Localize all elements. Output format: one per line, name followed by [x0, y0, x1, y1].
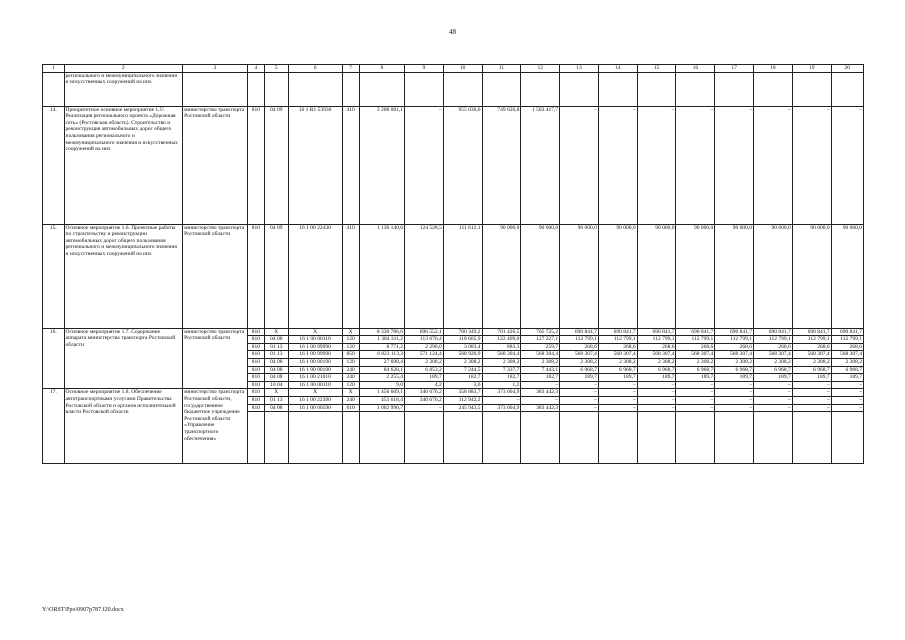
amount-cell: 7 443,1	[521, 366, 560, 374]
row-number-cell	[43, 72, 65, 106]
column-number: 2	[64, 65, 183, 73]
executor-cell: министерство транспорта Ростовской области	[183, 328, 248, 389]
amount-cell: 568 307,4	[831, 351, 863, 359]
code-cell: 16 1 00 22390	[288, 396, 342, 404]
amount-cell: 6 968,7	[598, 366, 637, 374]
code-cell: 810	[247, 106, 264, 224]
amount-cell: 1 503 417,7	[521, 106, 560, 224]
amount-cell: 568 920,9	[443, 351, 482, 359]
column-number: 14	[598, 65, 637, 73]
amount-cell: –	[482, 396, 521, 404]
amount-cell: 90 000,0	[676, 224, 715, 328]
amount-cell: 189,7	[404, 374, 443, 382]
amount-cell: –	[637, 381, 676, 389]
empty-cell	[754, 412, 793, 464]
amount-cell: 2 308,2	[754, 358, 793, 366]
column-number: 6	[288, 65, 342, 73]
column-number-row	[43, 65, 864, 73]
amount-cell: –	[637, 396, 676, 404]
amount-cell: 189,7	[792, 374, 831, 382]
amount-cell: –	[637, 106, 676, 224]
amount-cell: 568 304,4	[521, 351, 560, 359]
measure-row	[43, 106, 864, 224]
amount-cell: 6 968,7	[715, 366, 754, 374]
amount-cell: –	[792, 106, 831, 224]
code-cell: 240	[342, 366, 359, 374]
amount-cell: –	[676, 389, 715, 397]
amount-cell: –	[831, 404, 863, 412]
amount-cell: –	[637, 404, 676, 412]
amount-cell: 182,7	[482, 374, 521, 382]
amount-cell: –	[831, 106, 863, 224]
code-cell: X	[342, 328, 359, 336]
amount-cell: –	[754, 404, 793, 412]
code-cell: 810	[247, 404, 264, 412]
amount-cell: 6 968,7	[676, 366, 715, 374]
amount-cell: –	[676, 381, 715, 389]
code-cell: 810	[247, 351, 264, 359]
amount-cell: 1 384 311,2	[359, 336, 404, 344]
amount-cell: 883,3	[482, 343, 521, 351]
code-cell: 01 13	[264, 396, 288, 404]
amount-cell: 90 000,0	[831, 224, 863, 328]
code-cell: 04 08	[264, 366, 288, 374]
measure-title: Основное мероприятие 1.8. Обеспечение автотранспортными услугами Правительства Ростовской области и органов исполнительной власти Ростовской области	[64, 389, 183, 464]
empty-cell	[288, 412, 342, 464]
amount-cell: 705 725,2	[521, 328, 560, 336]
amount-cell: 124 528,5	[404, 224, 443, 328]
amount-cell: 268,6	[831, 343, 863, 351]
code-cell: 16 1 00 99990	[288, 343, 342, 351]
code-cell: 04 08	[264, 358, 288, 366]
amount-cell: –	[792, 404, 831, 412]
amount-cell: 4,2	[404, 381, 443, 389]
column-number: 5	[264, 65, 288, 73]
column-number: 16	[676, 65, 715, 73]
code-cell: 810	[247, 224, 264, 328]
empty-cell	[715, 412, 754, 464]
amount-cell: –	[831, 389, 863, 397]
code-cell: 01 13	[264, 343, 288, 351]
amount-cell: 112 799,1	[676, 336, 715, 344]
code-cell: X	[342, 389, 359, 397]
amount-cell: –	[560, 106, 599, 224]
amount-cell: 1 456 609,1	[359, 389, 404, 397]
amount-cell: 568 307,4	[792, 351, 831, 359]
empty-cell	[443, 412, 482, 464]
column-number: 9	[404, 65, 443, 73]
column-number: 8	[359, 65, 404, 73]
column-number: 19	[792, 65, 831, 73]
amount-cell: –	[560, 404, 599, 412]
executor-cell: министерство транспорта Ростовской области	[183, 106, 248, 224]
amount-cell: 2 308,2	[404, 358, 443, 366]
amount-cell: –	[560, 396, 599, 404]
amount-cell: 568 307,4	[715, 351, 754, 359]
amount-cell: 383 442,3	[521, 389, 560, 397]
code-cell: 16 1 00 00590	[288, 404, 342, 412]
amount-cell: 268,6	[560, 343, 599, 351]
amount-cell: –	[831, 381, 863, 389]
code-cell: X	[264, 328, 288, 336]
amount-cell: 113 676,4	[404, 336, 443, 344]
amount-cell: 568 304,4	[482, 351, 521, 359]
code-cell: 850	[342, 351, 359, 359]
code-cell: 04 09	[264, 106, 288, 224]
executor-cell: министерство транспорта Ростовской области	[183, 224, 248, 328]
code-cell: 16 1 00 21010	[288, 374, 342, 382]
amount-cell: 189,7	[831, 374, 863, 382]
code-cell: 120	[342, 343, 359, 351]
code-cell: 16 1 00 00190	[288, 366, 342, 374]
amount-cell: 112 799,1	[637, 336, 676, 344]
empty-cell	[831, 412, 863, 464]
amount-cell: 568 307,4	[560, 351, 599, 359]
amount-cell: 189,7	[676, 374, 715, 382]
amount-cell: –	[715, 106, 754, 224]
amount-cell: 3 083,4	[443, 343, 482, 351]
page-number: 48	[449, 28, 456, 36]
amount-cell: 112 799,1	[831, 336, 863, 344]
amount-cell: –	[792, 396, 831, 404]
executor-cell	[183, 72, 248, 106]
amount-cell: 8 330 786,6	[359, 328, 404, 336]
amount-cell: –	[598, 381, 637, 389]
column-number: 3	[183, 65, 248, 73]
column-number: 20	[831, 65, 863, 73]
code-cell: 16 1 00 99990	[288, 351, 342, 359]
column-number: 13	[560, 65, 599, 73]
code-cell: 04 09	[264, 224, 288, 328]
row-number-cell: 14.	[43, 106, 65, 224]
amount-cell: 696 552,1	[404, 328, 443, 336]
amount-cell: 9,0	[359, 381, 404, 389]
amount-cell: 701 426,5	[482, 328, 521, 336]
amount-cell: 690 841,7	[754, 328, 793, 336]
amount-cell: 749 626,8	[482, 106, 521, 224]
amount-cell: 1,2	[482, 381, 521, 389]
amount-cell: 90 000,0	[792, 224, 831, 328]
empty-cell	[482, 412, 521, 464]
code-cell: 410	[342, 106, 359, 224]
row-number-cell: 16.	[43, 328, 65, 389]
empty-cell	[560, 412, 599, 464]
continuation-row	[43, 72, 864, 106]
amount-cell: –	[792, 389, 831, 397]
amount-cell: –	[715, 396, 754, 404]
code-cell: 04 08	[264, 336, 288, 344]
amount-cell: –	[560, 389, 599, 397]
amount-cell: 189,7	[560, 374, 599, 382]
amount-cell: 690 841,7	[792, 328, 831, 336]
amount-cell: 90 000,0	[521, 224, 560, 328]
amount-cell: 189,7	[637, 374, 676, 382]
amount-cell: 84 628,1	[359, 366, 404, 374]
code-cell: 10 04	[264, 381, 288, 389]
amount-cell: 690 841,7	[676, 328, 715, 336]
code-cell: 120	[342, 381, 359, 389]
column-number: 10	[443, 65, 482, 73]
amount-cell: 2 308,2	[598, 358, 637, 366]
budget-table	[42, 64, 864, 464]
amount-cell: 112 799,1	[754, 336, 793, 344]
executor-cell: министерство транспорта Ростовской области, государственное бюджетное учреждение Ростовской области «Управление транспортного обеспечения»	[183, 389, 248, 464]
code-cell: 610	[342, 404, 359, 412]
amount-cell: 571 124,4	[404, 351, 443, 359]
measure-title: Основное мероприятие 1.6. Проектные работы по строительству и реконструкции автомобильных дорог общего пользования регионального и межмуниципального значения и искусственных сооружений на них	[64, 224, 183, 328]
amount-cell: 2 308,2	[482, 358, 521, 366]
code-cell: X	[288, 328, 342, 336]
amount-cell: 182,7	[443, 374, 482, 382]
amount-cell: –	[521, 396, 560, 404]
amount-cell: 268,6	[754, 343, 793, 351]
amount-cell: 111 612,1	[443, 224, 482, 328]
amount-cell: –	[831, 396, 863, 404]
code-cell: 810	[247, 366, 264, 374]
column-number: 1	[43, 65, 65, 73]
amount-cell: –	[676, 404, 715, 412]
amount-cell: 700 349,2	[443, 328, 482, 336]
amount-cell: 182,7	[521, 374, 560, 382]
amount-cell: 1 002 990,7	[359, 404, 404, 412]
code-cell: 240	[342, 396, 359, 404]
amount-cell: 2 308,2	[443, 358, 482, 366]
amount-cell: –	[598, 106, 637, 224]
code-cell: 810	[247, 396, 264, 404]
amount-cell: 112 942,2	[443, 396, 482, 404]
column-number: 18	[754, 65, 793, 73]
amount-cell: 2 308,2	[715, 358, 754, 366]
amount-cell: 189,7	[715, 374, 754, 382]
amount-cell: 690 841,7	[560, 328, 599, 336]
amount-cell: 383 442,3	[521, 404, 560, 412]
amount-cell: 112 799,1	[792, 336, 831, 344]
amount-cell: 568 307,4	[598, 351, 637, 359]
amount-cell: 118 605,9	[443, 336, 482, 344]
amount-cell: 90 000,0	[598, 224, 637, 328]
amount-cell: –	[560, 381, 599, 389]
amount-cell: 90 000,0	[715, 224, 754, 328]
measure-title: Основное мероприятие 1.7. Содержание аппарата министерства транспорта Ростовской области	[64, 328, 183, 389]
measure-row	[43, 389, 864, 397]
amount-cell: –	[676, 106, 715, 224]
empty-cell	[359, 412, 404, 464]
amount-cell: 189,7	[598, 374, 637, 382]
amount-cell: 268,6	[715, 343, 754, 351]
row-number-cell: 17.	[43, 389, 65, 464]
amount-cell: 2 296,0	[404, 343, 443, 351]
amount-cell: 690 841,7	[831, 328, 863, 336]
amount-cell: 268,6	[792, 343, 831, 351]
amount-cell: 2 308,2	[521, 358, 560, 366]
amount-cell: –	[521, 381, 560, 389]
amount-cell: 568 307,4	[754, 351, 793, 359]
amount-cell: 340 676,2	[404, 396, 443, 404]
code-cell: 04 08	[264, 374, 288, 382]
column-number: 7	[342, 65, 359, 73]
code-cell: X	[288, 389, 342, 397]
code-cell: 120	[342, 336, 359, 344]
amount-cell: 90 000,0	[482, 224, 521, 328]
column-number: 11	[482, 65, 521, 73]
amount-cell: 268,6	[637, 343, 676, 351]
amount-cell: 2 308,2	[792, 358, 831, 366]
amount-cell: 268,6	[676, 343, 715, 351]
code-cell: 810	[247, 389, 264, 397]
file-path-footer: Y:\ORST\Ppo\0907p787.f20.docx	[42, 607, 124, 613]
amount-cell: –	[754, 396, 793, 404]
empty-cell	[676, 412, 715, 464]
amount-cell: –	[676, 396, 715, 404]
amount-cell: 6 968,7	[560, 366, 599, 374]
empty-cell	[404, 412, 443, 464]
measure-title: регионального и межмуниципального значения и искусственных сооружений на них	[64, 72, 183, 106]
amount-cell: 1 136 140,6	[359, 224, 404, 328]
amount-cell: 690 841,7	[715, 328, 754, 336]
amount-cell: 189,7	[754, 374, 793, 382]
amount-cell: 6 968,7	[637, 366, 676, 374]
code-cell: 810	[247, 336, 264, 344]
amount-cell: 27 698,4	[359, 358, 404, 366]
code-cell: 16 1 00 00110	[288, 381, 342, 389]
amount-cell: 3,6	[443, 381, 482, 389]
amount-cell: 7 244,5	[443, 366, 482, 374]
empty-cell	[247, 412, 264, 464]
row-number-cell: 15.	[43, 224, 65, 328]
amount-cell: 373 604,9	[482, 404, 521, 412]
amount-cell: 453 618,4	[359, 396, 404, 404]
amount-cell: 6 853,2	[404, 366, 443, 374]
amount-cell: 112 799,1	[560, 336, 599, 344]
amount-cell: 8 771,2	[359, 343, 404, 351]
amount-cell: 2 255,4	[359, 374, 404, 382]
measure-title: Приоритетное основное мероприятие 1.5¹. Реализация регионального проекта «Дорожная сеть» (Ростовская область). Строительство и реконструкция автомобильных дорог общего пользования регионального и межмуниципального значения и искусственных сооружений на них	[64, 106, 183, 224]
column-number: 15	[637, 65, 676, 73]
measure-row	[43, 328, 864, 336]
amount-cell: 122 409,0	[482, 336, 521, 344]
measure-row	[43, 224, 864, 328]
code-cell: 410	[342, 224, 359, 328]
code-cell: 16 1 00 22430	[288, 224, 342, 328]
amount-cell: –	[637, 389, 676, 397]
amount-cell: 6 968,7	[831, 366, 863, 374]
empty-cell	[792, 412, 831, 464]
code-cell: 240	[342, 374, 359, 382]
code-cell: 04 08	[264, 404, 288, 412]
amount-cell: –	[754, 381, 793, 389]
amount-cell: –	[598, 396, 637, 404]
code-cell: 16 1 00 00110	[288, 336, 342, 344]
amount-cell: 259,7	[521, 343, 560, 351]
amount-cell: 2 308,2	[637, 358, 676, 366]
empty-cell	[342, 412, 359, 464]
code-cell: 810	[247, 358, 264, 366]
amount-cell: 690 841,7	[637, 328, 676, 336]
code-cell: 16 1 00 00190	[288, 358, 342, 366]
amount-cell: 90 000,0	[560, 224, 599, 328]
code-cell: 810	[247, 328, 264, 336]
empty-cell	[264, 412, 288, 464]
code-cell: 16 1 R1 53930	[288, 106, 342, 224]
amount-cell: 127 227,1	[521, 336, 560, 344]
empty-cell	[637, 412, 676, 464]
amount-cell: –	[598, 404, 637, 412]
amount-cell: –	[715, 381, 754, 389]
amount-cell: 6 823 113,3	[359, 351, 404, 359]
code-cell: 810	[247, 374, 264, 382]
amount-cell: 690 841,7	[598, 328, 637, 336]
column-number: 12	[521, 65, 560, 73]
column-number: 17	[715, 65, 754, 73]
amount-cell: 2 308,2	[831, 358, 863, 366]
amount-cell: –	[404, 106, 443, 224]
amount-cell: 268,6	[598, 343, 637, 351]
amount-cell: 358 883,7	[443, 389, 482, 397]
amount-cell: –	[715, 389, 754, 397]
amount-cell: 340 676,2	[404, 389, 443, 397]
amount-cell: 3 208 081,1	[359, 106, 404, 224]
amount-cell: 90 000,0	[637, 224, 676, 328]
code-cell: 120	[342, 358, 359, 366]
amount-cell: 373 604,9	[482, 389, 521, 397]
amount-cell: 2 308,2	[676, 358, 715, 366]
column-number: 4	[247, 65, 264, 73]
code-cell: 01 13	[264, 351, 288, 359]
amount-cell: –	[754, 389, 793, 397]
empty-cell	[598, 412, 637, 464]
amount-cell: –	[754, 106, 793, 224]
amount-cell: –	[598, 389, 637, 397]
empty-cell	[521, 412, 560, 464]
amount-cell: 2 308,2	[560, 358, 599, 366]
amount-cell: –	[404, 404, 443, 412]
amount-cell: 90 000,0	[754, 224, 793, 328]
amount-cell: 568 307,4	[676, 351, 715, 359]
code-cell: X	[264, 389, 288, 397]
code-cell: 810	[247, 381, 264, 389]
amount-cell: 245 943,5	[443, 404, 482, 412]
amount-cell: 7 337,7	[482, 366, 521, 374]
amount-cell: –	[715, 404, 754, 412]
amount-cell: 112 799,1	[598, 336, 637, 344]
amount-cell: 955 036,6	[443, 106, 482, 224]
amount-cell: 6 968,7	[792, 366, 831, 374]
amount-cell: 568 307,4	[637, 351, 676, 359]
amount-cell: 112 799,1	[715, 336, 754, 344]
amount-cell: 6 968,7	[754, 366, 793, 374]
amount-cell: –	[792, 381, 831, 389]
code-cell: 810	[247, 343, 264, 351]
